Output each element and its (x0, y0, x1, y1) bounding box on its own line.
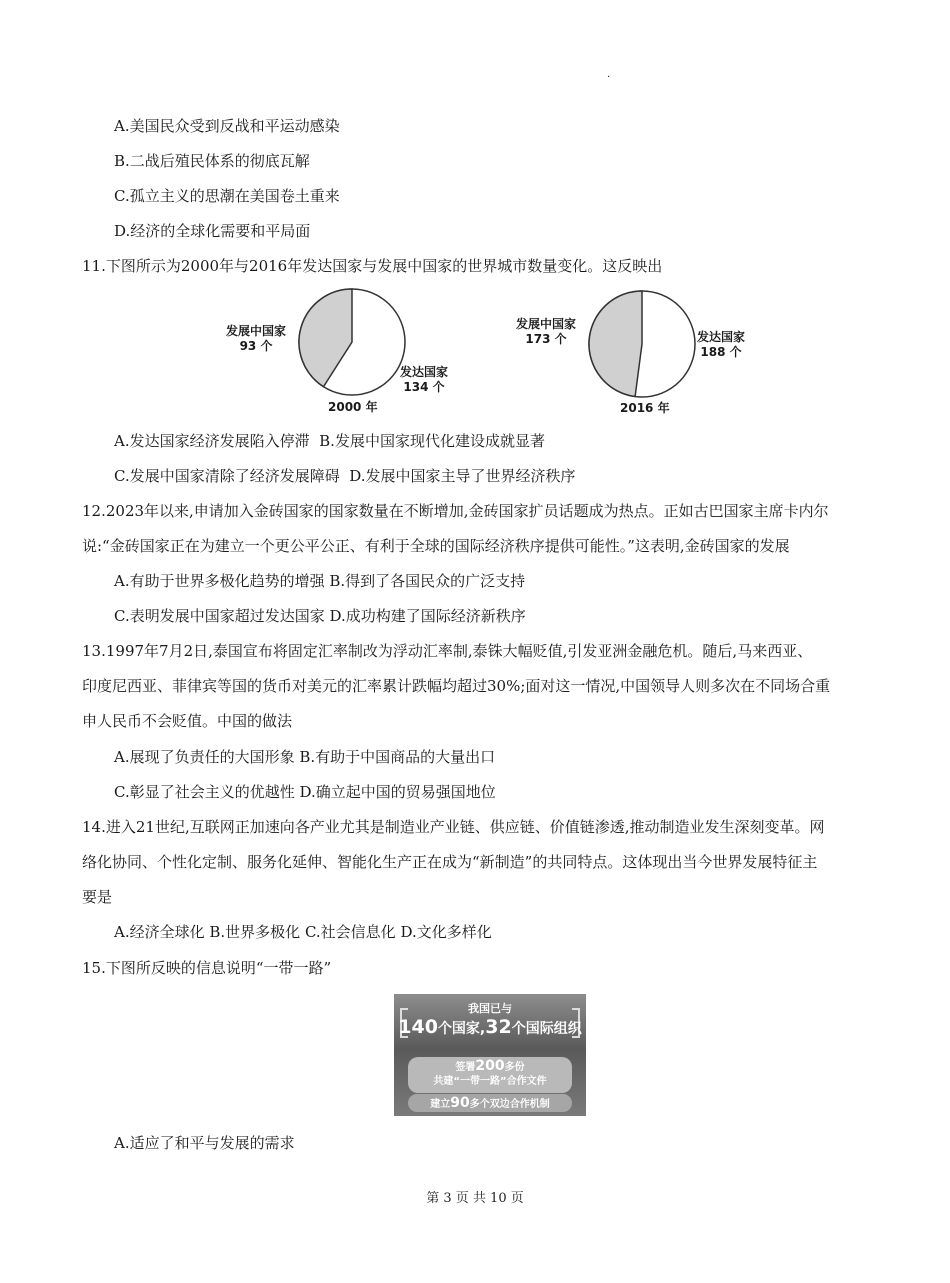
banner-pill-mechanisms (408, 1094, 572, 1112)
q13-option-d: D.确立起中国的贸易强国地位 (299, 783, 496, 801)
pie-2000-developed-count: 134 个 (403, 380, 445, 394)
pie-2016-developed-name: 发达国家 (697, 330, 746, 344)
q14-options-row (114, 922, 492, 942)
q11-option-b: B.发展中国家现代化建设成就显著 (319, 432, 545, 450)
banner-count-docs: 200 (475, 1058, 505, 1074)
q10-option-b: B.二战后殖民体系的彻底瓦解 (114, 152, 310, 170)
pie-2000-developing-name: 发展中国家 (226, 324, 287, 338)
pie-2000-developing-label (226, 324, 286, 354)
q11-options-row1 (114, 431, 545, 451)
q10-option-c: C.孤立主义的思潮在美国卷土重来 (114, 187, 340, 205)
pie-2016-developing-count: 173 个 (525, 332, 567, 346)
q13-stem-line1: 13.1997年7月2日,泰国宣布将固定汇率制改为浮动汇率制,泰铢大幅贬值,引发亚洲金融危机。随后,马来西亚、 (82, 642, 813, 660)
banner-line1: 我国已与 (468, 1002, 512, 1015)
banner-count-orgs: 32 (485, 1016, 512, 1038)
q11-options-row2 (114, 466, 576, 486)
page-dot: · (607, 72, 611, 83)
q11-option-c: C.发展中国家清除了经济发展障碍 (114, 467, 340, 485)
q12-options-row2 (114, 606, 526, 626)
page-footer: 第 3 页 共 10 页 (426, 1191, 524, 1206)
q13-stem-line2: 印度尼西亚、菲律宾等国的货币对美元的汇率累计跌幅均超过30%;面对这一情况,中国领导人则多次在不同场合重 (82, 677, 831, 695)
banner-count-mech: 90 (450, 1095, 470, 1111)
pie-2016-developing-name: 发展中国家 (516, 317, 577, 331)
q14-stem-line3: 要是 (82, 888, 113, 906)
q12-option-b: B.得到了各国民众的广泛支持 (329, 572, 526, 590)
q13-option-a: A.展现了负责任的大国形象 (114, 748, 295, 766)
q12-stem-line1: 12.2023年以来,申请加入金砖国家的国家数量在不断增加,金砖国家扩员话题成为热点。正如古巴国家主席卡内尔 (82, 502, 829, 520)
q15-option-a: A.适应了和平与发展的需求 (114, 1134, 295, 1152)
pie-chart-2000 (296, 286, 408, 398)
q13-stem-line3: 申人民币不会贬值。中国的做法 (82, 712, 293, 730)
q13-options-row1 (114, 747, 495, 767)
q11-option-a: A.发达国家经济发展陷入停滞 (114, 432, 310, 450)
banner-pill-documents (408, 1057, 572, 1093)
q10-option-a: A.美国民众受到反战和平运动感染 (114, 117, 340, 135)
banner-countries-text: 个国家, (437, 1021, 486, 1037)
q12-options-row1 (114, 571, 525, 591)
pie-2016-developing-label (516, 317, 576, 347)
banner-build-post: 多个双边合作机制 (469, 1099, 550, 1110)
q12-option-c: C.表明发展中国家超过发达国家 (114, 607, 325, 625)
q15-stem: 15.下图所反映的信息说明“一带一路” (82, 959, 332, 977)
banner-line2 (394, 1016, 586, 1038)
pie-2016-title: 2016 年 (620, 401, 670, 415)
pie-chart-2016 (586, 288, 698, 400)
pie-2000-developed-label (400, 365, 448, 395)
q11-stem: 11.下图所示为2000年与2016年发达国家与发展中国家的世界城市数量变化。这反映出 (82, 257, 663, 275)
q13-options-row2 (114, 782, 496, 802)
banner-sign-line2: 共建“一带一路”合作文件 (433, 1076, 547, 1087)
pie-2000-developed-name: 发达国家 (400, 365, 449, 379)
q13-option-b: B.有助于中国商品的大量出口 (299, 748, 496, 766)
q10-option-d: D.经济的全球化需要和平局面 (114, 222, 311, 240)
banner-orgs-text: 个国际组织 (511, 1021, 582, 1037)
q12-stem-line2: 说:“金砖国家正在为建立一个更公平公正、有利于全球的国际经济秩序提供可能性。”这表明,金砖国家的发展 (82, 537, 790, 555)
banner-build-pre: 建立 (430, 1099, 451, 1110)
q12-option-d: D.成功构建了国际经济新秩序 (329, 607, 526, 625)
q14-option-a: A.经济全球化 (114, 923, 205, 941)
q11-option-d: D.发展中国家主导了世界经济秩序 (349, 467, 576, 485)
belt-road-banner (394, 994, 586, 1116)
q14-option-d: D.文化多样化 (400, 923, 492, 941)
q14-stem-line1: 14.进入21世纪,互联网正加速向各产业尤其是制造业产业链、供应链、价值链渗透,推动制造业发生深刻变革。网 (82, 818, 825, 836)
banner-count-countries: 140 (398, 1016, 438, 1038)
q14-option-c: C.社会信息化 (304, 923, 396, 941)
pie-2016-developed-count: 188 个 (700, 345, 742, 359)
pie-2000-title: 2000 年 (328, 400, 378, 414)
banner-sign-pre: 签署 (455, 1062, 476, 1073)
banner-sign-post: 多份 (504, 1062, 525, 1073)
pie-2016-developed-label (697, 330, 745, 360)
pie-2000-developing-count: 93 个 (239, 339, 273, 353)
q14-stem-line2: 络化协同、个性化定制、服务化延伸、智能化生产正在成为“新制造”的共同特点。这体现出当今世界发展特征主 (82, 853, 818, 871)
q13-option-c: C.彰显了社会主义的优越性 (114, 783, 295, 801)
q12-option-a: A.有助于世界多极化趋势的增强 (114, 572, 325, 590)
pie-2016-developing-slice (589, 291, 642, 397)
q14-option-b: B.世界多极化 (209, 923, 301, 941)
